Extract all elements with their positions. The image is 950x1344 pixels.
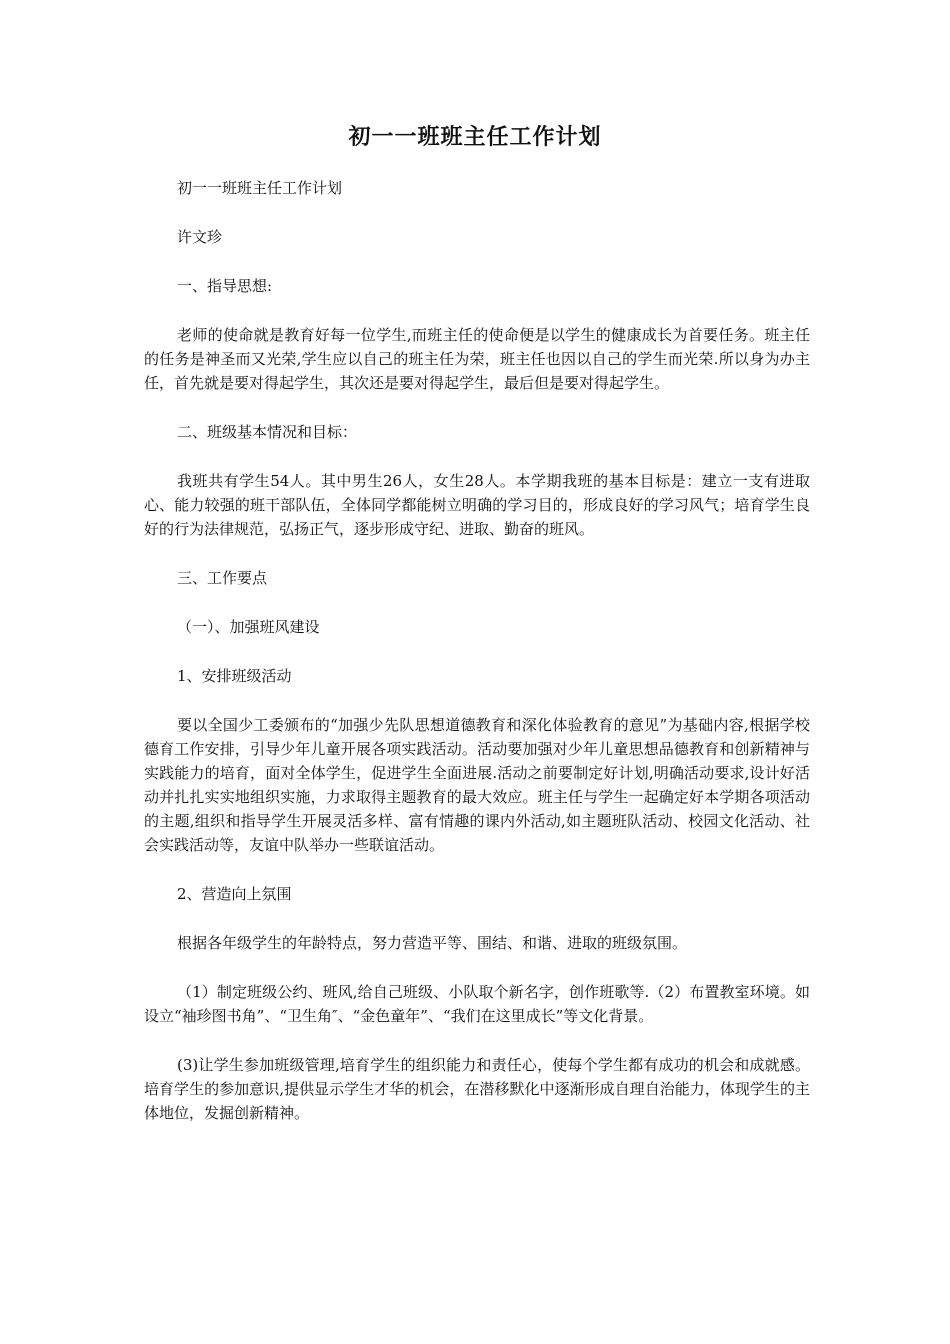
body-paragraph-3: 要以全国少工委颁布的“加强少先队思想道德教育和深化体验教育的意见”为基础内容,根据学校德育工作安排，引导少年儿童开展各项实践活动。活动要加强对少年儿童思想品德教育和创新精神与实践能力的培育，面对全体学生，促进学生全面进展.活动之前要制定好计划,明确活动要求,设计好活动并扎扎实实地组织实施，力求取得主题教育的最大效应。班主任与学生一起确定好本学期各项活动的主题,组织和指导学生开展灵活多样、富有情趣的课内外活动,如主题班队活动、校园文化活动、社会实践活动等，友谊中队举办一些联谊活动。 [144,716,810,854]
body-paragraph-6: (3)让学生参加班级管理,培育学生的组织能力和责任心，使每个学生都有成功的机会和成就感。培育学生的参加意识,提供显示学生才华的机会，在潜移默化中逐渐形成自理自治能力，体现学生的主体地位，发掘创新精神。 [144,1056,810,1122]
author-paragraph: 许文珍 [177,228,223,246]
body-paragraph-1: 老师的使命就是教育好每一位学生,而班主任的使命便是以学生的健康成长为首要任务。班主任的任务是神圣而又光荣,学生应以自己的班主任为荣，班主任也因以自己的学生而光荣.所以身为办主任，首先就是要对得起学生，其次还是要对得起学生，最后但是要对得起学生。 [144,326,810,392]
section-heading-1: 一、指导思想: [177,277,273,295]
body-paragraph-5: （1）制定班级公约、班风,给自己班级、小队取个新名字，创作班歌等.（2）布置教室环境。如设立“袖珍图书角”、“卫生角″、“金色童年”、“我们在这里成长”等文化背景。 [144,983,810,1025]
item-heading-1: 1、安排班级活动 [177,667,292,685]
subtitle-paragraph: 初一一班班主任工作计划 [177,179,343,197]
body-paragraph-4: 根据各年级学生的年龄特点，努力营造平等、围结、和谐、进取的班级氛围。 [177,934,688,952]
document-title: 初一一班班主任工作计划 [348,124,602,150]
subsection-heading-1: （一）、加强班风建设 [177,618,320,636]
document-body [144,176,810,1150]
section-heading-2: 二、班级基本情况和目标： [177,423,358,441]
section-heading-3: 三、工作要点 [177,569,268,587]
body-paragraph-2: 我班共有学生54人。其中男生26人，女生28人。本学期我班的基本目标是：建立一支有进取心、能力较强的班干部队伍，全体同学都能树立明确的学习目的，形成良好的学习风气；培育学生良好的行为法律规范，弘扬正气，逐步形成守纪、进取、勤奋的班风。 [144,472,810,538]
item-heading-2: 2、营造向上氛围 [177,885,292,903]
